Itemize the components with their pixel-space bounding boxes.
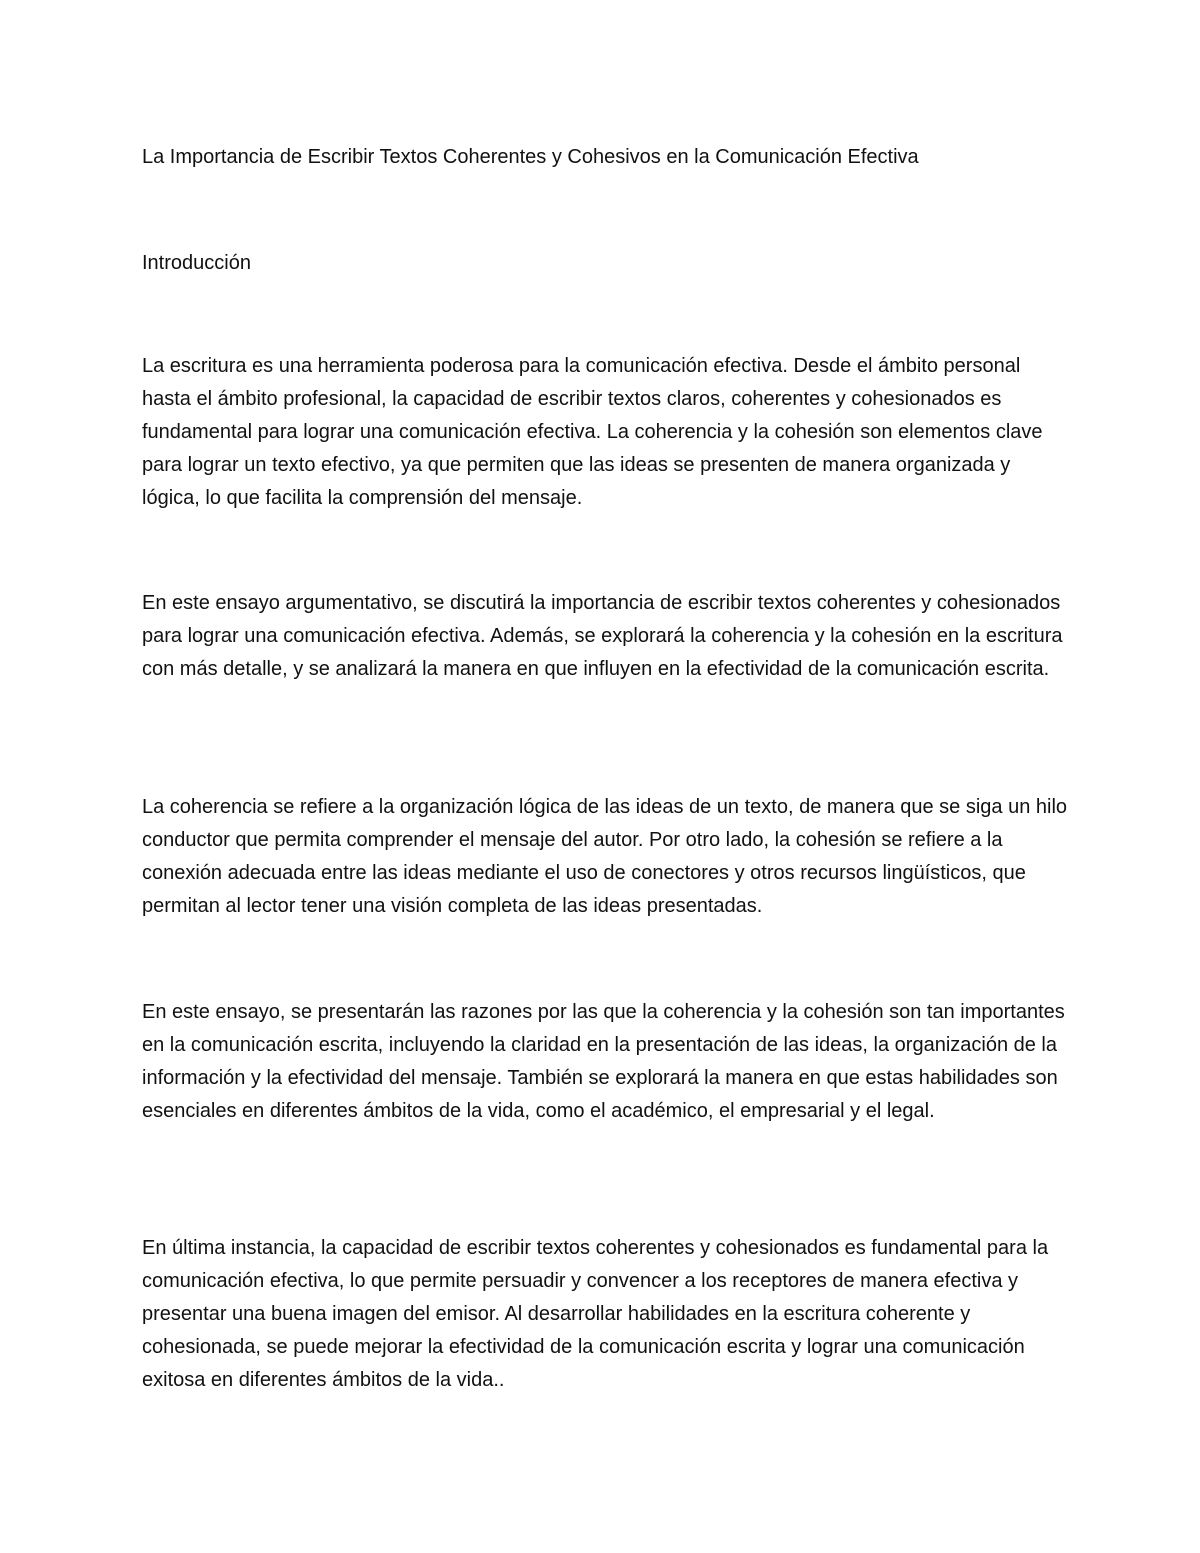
- paragraph-3: La coherencia se refiere a la organización lógica de las ideas de un texto, de manera que se siga un hilo conductor que permita comprender el mensaje del autor. Por otro lado, la cohesión se refiere a la conexión adecuada entre las ideas mediante el uso de conectores y otros recursos lingüísticos, que permitan al lector tener una visión completa de las ideas presentadas.: [142, 796, 1068, 917]
- paragraph-1: La escritura es una herramienta poderosa para la comunicación efectiva. Desde el ámbito personal hasta el ámbito profesional, la capacidad de escribir textos claros, coherentes y cohesionados es fundamental para lograr una comunicación efectiva. La coherencia y la cohesión son elementos clave para lograr un texto efectivo, ya que permiten que las ideas se presenten de manera organizada y lógica, lo que facilita la comprensión del mensaje.: [142, 355, 1043, 509]
- paragraph-5: En última instancia, la capacidad de escribir textos coherentes y cohesionados es fundamental para la comunicación efectiva, lo que permite persuadir y convencer a los receptores de manera efectiva y presentar una buena imagen del emisor. Al desarrollar habilidades en la escritura coherente y cohesionada, se puede mejorar la efectividad de la comunicación escrita y lograr una comunicación exitosa en diferentes ámbitos de la vida..: [142, 1237, 1049, 1391]
- document-title: La Importancia de Escribir Textos Coherentes y Cohesivos en la Comunicación Efectiva: [142, 146, 919, 168]
- paragraph-4: En este ensayo, se presentarán las razones por las que la coherencia y la cohesión son tan importantes en la comunicación escrita, incluyendo la claridad en la presentación de las ideas, la organización de la información y la efectividad del mensaje. También se explorará la manera en que estas habilidades son esenciales en diferentes ámbitos de la vida, como el académico, el empresarial y el legal.: [142, 1001, 1065, 1122]
- paragraph-2: En este ensayo argumentativo, se discutirá la importancia de escribir textos coherentes y cohesionados para lograr una comunicación efectiva. Además, se explorará la coherencia y la cohesión en la escritura con más detalle, y se analizará la manera en que influyen en la efectividad de la comunicación escrita.: [142, 592, 1063, 680]
- section-heading-introduction: Introducción: [142, 252, 251, 274]
